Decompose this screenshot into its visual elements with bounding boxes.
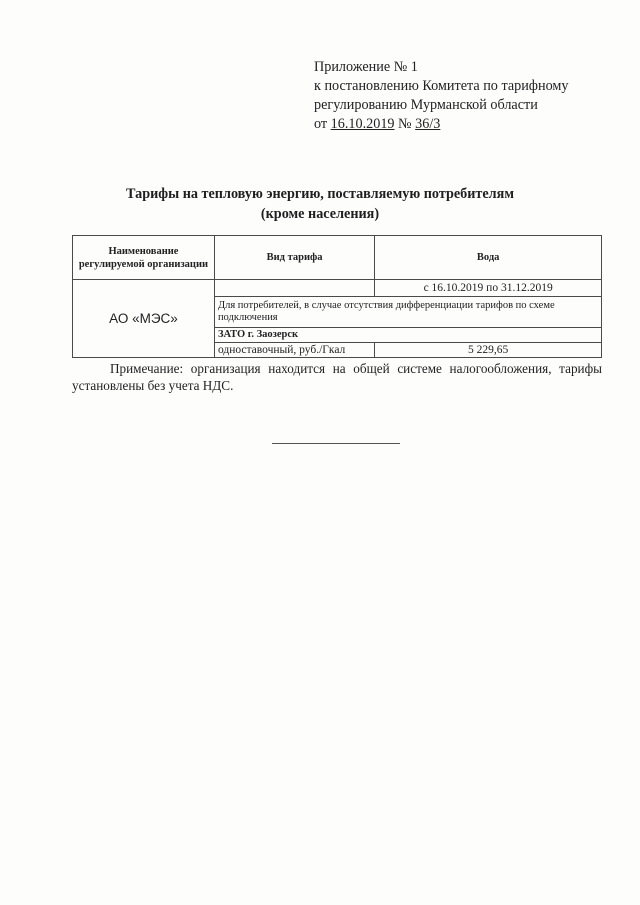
consumer-group-cell: Для потребителей, в случае отсутствия дифференциации тарифов по схеме подключения: [214, 297, 601, 328]
title-line-2: (кроме населения): [260, 206, 380, 222]
tariff-table: [72, 235, 602, 358]
table-header-row: [73, 236, 602, 280]
header-medium: Вода: [375, 236, 602, 280]
appendix-date: 16.10.2019: [330, 116, 395, 132]
document-title: [0, 184, 640, 224]
appendix-resolution-line: к постановлению Комитета по тарифному: [314, 78, 569, 94]
appendix-date-line: [314, 115, 569, 134]
table-row: [73, 280, 602, 297]
appendix-number-prefix: №: [394, 116, 416, 132]
appendix-date-prefix: от: [314, 116, 331, 132]
period-cell: с 16.10.2019 по 31.12.2019: [375, 280, 602, 297]
rate-value-cell: 5 229,65: [375, 343, 602, 358]
header-organization: Наименование регулируемой организации: [73, 236, 215, 280]
appendix-committee-line: регулированию Мурманской области: [314, 97, 538, 113]
closing-divider: [272, 443, 400, 444]
header-tariff-type: Вид тарифа: [214, 236, 374, 280]
organization-cell: АО «МЭС»: [73, 280, 215, 358]
title-line-1: Тарифы на тепловую энергию, поставляемую потребителям: [126, 186, 514, 202]
note-text: Примечание: организация находится на общей системе налогообложения, тарифы установлены без учета НДС.: [72, 361, 602, 393]
empty-cell: [214, 280, 374, 297]
rate-type-cell: одноставочный, руб./Гкал: [214, 343, 374, 358]
appendix-resolution-number: 36/3: [415, 116, 441, 132]
appendix-number: Приложение № 1: [314, 59, 418, 75]
district-cell: ЗАТО г. Заозерск: [214, 328, 601, 343]
appendix-reference: [314, 58, 569, 134]
